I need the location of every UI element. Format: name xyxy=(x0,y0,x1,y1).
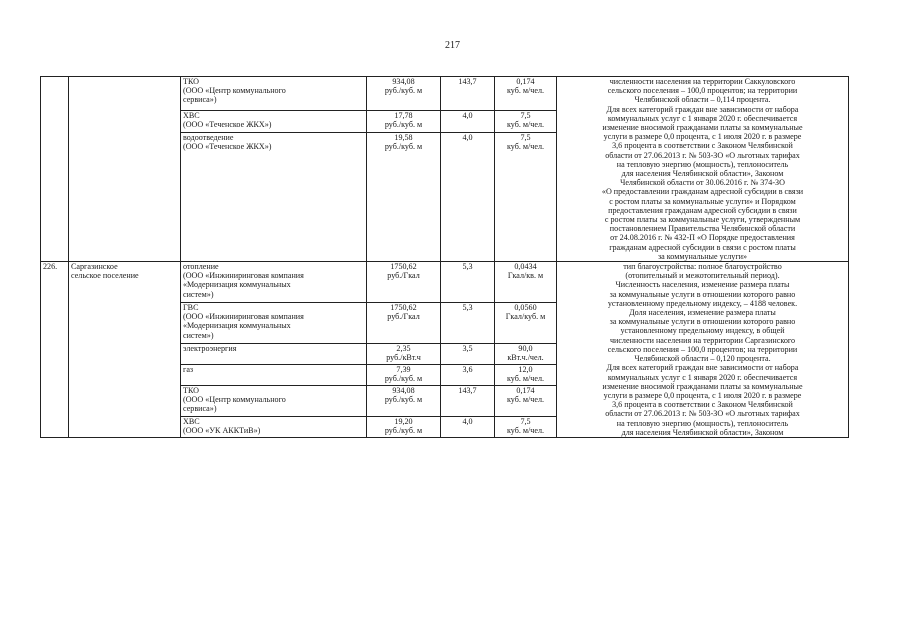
tariff-line: 17,78 xyxy=(394,110,413,120)
tariff-cell xyxy=(367,302,441,343)
settlement-cell xyxy=(69,262,181,438)
table-row xyxy=(41,77,849,111)
note-cell xyxy=(557,77,849,262)
note-line: сельского поселения – 100,0 процентов; на территории xyxy=(607,344,798,354)
norm-line: Гкал/кв. м xyxy=(507,271,544,281)
tariff-line: руб./куб. м xyxy=(384,395,423,405)
tariff-line: руб./Гкал xyxy=(387,312,420,322)
service-line: (ООО «Инжиниринговая компания xyxy=(183,312,304,322)
norm-line: 7,5 xyxy=(520,133,531,143)
note-line: коммунальных услуг с 1 января 2020 г. обеспечивается xyxy=(607,113,798,123)
norm-line: куб. м/чел. xyxy=(506,426,545,436)
service-line: газ xyxy=(183,364,194,374)
service-line: (ООО «Инжиниринговая компания xyxy=(183,271,304,281)
tariff-cell xyxy=(367,110,441,133)
note-line: гражданам адресной субсидии в связи с ростом платы xyxy=(609,242,796,252)
percent-value: 3,5 xyxy=(462,343,473,353)
service-cell xyxy=(181,77,367,111)
service-line: ХВС xyxy=(183,110,200,120)
percent-cell xyxy=(441,385,495,416)
percent-cell xyxy=(441,302,495,343)
service-cell xyxy=(181,110,367,133)
service-cell xyxy=(181,416,367,437)
tariff-line: 1750,62 xyxy=(390,302,417,312)
service-line: ХВС xyxy=(183,416,200,426)
tariff-line: 19,58 xyxy=(394,133,413,143)
page-number: 217 xyxy=(445,40,460,51)
service-cell xyxy=(181,343,367,364)
norm-cell xyxy=(495,343,557,364)
percent-value: 5,3 xyxy=(462,302,473,312)
service-cell xyxy=(181,133,367,262)
percent-value: 3,6 xyxy=(462,364,473,374)
service-line: систем») xyxy=(183,330,214,340)
tariff-cell xyxy=(367,416,441,437)
note-line: для населения Челябинской области», Законом xyxy=(621,169,784,179)
note-line: установленному предельному индексу, в общей xyxy=(620,326,785,336)
note-line: изменение вносимой гражданами платы за коммунальные xyxy=(602,123,803,133)
percent-value: 4,0 xyxy=(462,110,473,120)
service-line: сервиса») xyxy=(183,95,217,105)
service-line: отопление xyxy=(183,262,219,272)
tariff-line: руб./кВт.ч xyxy=(386,353,421,363)
tariff-line: руб./куб. м xyxy=(384,426,423,436)
service-line: ТКО xyxy=(183,385,199,395)
norm-line: 12,0 xyxy=(518,364,533,374)
service-line: сервиса») xyxy=(183,404,217,414)
table-row xyxy=(41,262,849,303)
note-line: на тепловую энергию (мощность), теплоноситель xyxy=(616,418,789,428)
note-line: за коммунальные услуги» xyxy=(657,251,748,261)
norm-line: 0,0560 xyxy=(514,302,537,312)
tariff-line: руб./куб. м xyxy=(384,119,423,129)
service-cell xyxy=(181,262,367,303)
norm-line: куб. м/чел. xyxy=(506,142,545,152)
note-line: «О предоставлении гражданам адресной субсидии в связи xyxy=(601,187,804,197)
norm-cell xyxy=(495,416,557,437)
tariff-line: руб./Гкал xyxy=(387,271,420,281)
percent-cell xyxy=(441,262,495,303)
norm-cell xyxy=(495,110,557,133)
note-line: области от 27.06.2013 г. № 503-ЗО «О льготных тарифах xyxy=(605,150,800,160)
service-line: (ООО «Центр коммунального xyxy=(183,395,286,405)
percent-cell xyxy=(441,133,495,262)
note-line: Челябинской области – 0,120 процента. xyxy=(634,354,771,364)
settlement-name-line: Саргазинское xyxy=(71,262,118,272)
norm-line: куб. м/чел. xyxy=(506,86,545,96)
tariff-cell xyxy=(367,77,441,111)
note-line: сельского поселения – 100,0 процентов; на территории xyxy=(607,86,798,96)
note-line: с ростом платы за коммунальные услуги, утвержденным xyxy=(604,215,801,225)
tariff-cell xyxy=(367,262,441,303)
note-line: за коммунальные услуги в отношении которого равно xyxy=(609,317,796,327)
tariff-cell xyxy=(367,343,441,364)
note-line: Численность населения, изменение размера платы xyxy=(615,280,790,290)
tariff-cell xyxy=(367,385,441,416)
percent-value: 5,3 xyxy=(462,262,473,272)
note-line: Доля населения, изменение размера платы xyxy=(629,308,776,318)
note-line: 3,6 процента в соответствии с Законом Челябинской xyxy=(612,141,793,151)
norm-line: куб. м/чел. xyxy=(506,395,545,405)
row-number-cell xyxy=(41,262,69,438)
service-line: систем») xyxy=(183,289,214,299)
tariff-line: 934,08 xyxy=(392,385,415,395)
tariff-table xyxy=(40,76,849,438)
note-line: изменение вносимой гражданами платы за коммунальные xyxy=(602,381,803,391)
norm-line: Гкал/куб. м xyxy=(505,312,546,322)
norm-cell xyxy=(495,133,557,262)
service-line: (ООО «Центр коммунального xyxy=(183,86,286,96)
percent-value: 143,7 xyxy=(458,77,477,86)
tariff-line: 19,20 xyxy=(394,416,413,426)
norm-line: 7,5 xyxy=(520,110,531,120)
tariff-line: руб./куб. м xyxy=(384,374,423,384)
tariff-cell xyxy=(367,133,441,262)
percent-value: 143,7 xyxy=(458,385,477,395)
norm-cell xyxy=(495,364,557,385)
settlement-name-line: сельское поселение xyxy=(71,271,139,281)
note-line: установленному предельному индексу, – 4188 человек. xyxy=(607,298,798,308)
service-line: ТКО xyxy=(183,77,199,86)
note-line: на тепловую энергию (мощность), теплоноситель xyxy=(616,159,789,169)
percent-cell xyxy=(441,416,495,437)
note-line: постановлением Правительства Челябинской области xyxy=(609,224,796,234)
note-line: услуги в размере 0,0 процента, с 1 июля 2020 г. в размере xyxy=(603,132,802,142)
norm-cell xyxy=(495,77,557,111)
settlement-cell xyxy=(69,77,181,262)
note-line: с ростом платы за коммунальные услуги» и Порядком xyxy=(609,196,796,206)
service-line: электроэнергия xyxy=(183,343,237,353)
service-line: ГВС xyxy=(183,302,199,312)
note-line: тип благоустройства: полное благоустройство xyxy=(623,262,782,272)
service-line: (ООО «Теченское ЖКХ») xyxy=(183,119,272,129)
tariff-line: 2,35 xyxy=(396,343,411,353)
service-cell xyxy=(181,364,367,385)
note-line: численности населения на территории Саккуловского xyxy=(609,77,796,86)
percent-cell xyxy=(441,110,495,133)
service-line: водоотведение xyxy=(183,133,234,143)
percent-value: 4,0 xyxy=(462,416,473,426)
tariff-line: 7,39 xyxy=(396,364,411,374)
row-number-cell xyxy=(41,77,69,262)
tariff-line: руб./куб. м xyxy=(384,86,423,96)
tariff-line: 1750,62 xyxy=(390,262,417,272)
norm-cell xyxy=(495,302,557,343)
note-line: услуги в размере 0,0 процента, с 1 июля 2020 г. в размере xyxy=(603,390,802,400)
note-line: от 24.08.2016 г. № 432-П «О Порядке предоставления xyxy=(610,233,795,243)
service-line: «Модернизация коммунальных xyxy=(183,321,291,331)
norm-line: куб. м/чел. xyxy=(506,374,545,384)
percent-cell xyxy=(441,343,495,364)
norm-line: 7,5 xyxy=(520,416,531,426)
note-line: 3,6 процента в соответствии с Законом Челябинской xyxy=(612,400,793,410)
row-number: 226. xyxy=(43,262,58,272)
note-line: Челябинской области от 30.06.2016 г. № 374-ЗО xyxy=(620,178,785,188)
note-line: Челябинской области – 0,114 процента. xyxy=(634,95,771,105)
note-line: численности населения на территории Саргазинского xyxy=(609,335,796,345)
service-cell xyxy=(181,302,367,343)
norm-line: 0,174 xyxy=(516,77,535,86)
note-cell xyxy=(557,262,849,438)
tariff-line: 934,08 xyxy=(392,77,415,86)
service-line: (ООО «Теченское ЖКХ») xyxy=(183,142,272,152)
note-line: Для всех категорий граждан вне зависимости от набора xyxy=(606,104,799,114)
note-line: коммунальных услуг с 1 января 2020 г. обеспечивается xyxy=(607,372,798,382)
norm-cell xyxy=(495,262,557,303)
note-line: области от 27.06.2013 г. № 503-ЗО «О льготных тарифах xyxy=(605,409,800,419)
service-line: «Модернизация коммунальных xyxy=(183,280,291,290)
note-line: (отопительный и межотопительный период). xyxy=(625,271,780,281)
norm-line: 90,0 xyxy=(518,343,533,353)
percent-cell xyxy=(441,77,495,111)
tariff-cell xyxy=(367,364,441,385)
norm-cell xyxy=(495,385,557,416)
tariff-line: руб./куб. м xyxy=(384,142,423,152)
norm-line: 0,174 xyxy=(516,385,535,395)
note-line: Для всех категорий граждан вне зависимости от набора xyxy=(606,363,799,373)
norm-line: 0,0434 xyxy=(514,262,537,272)
note-line: предоставления гражданам адресной субсидии в связи xyxy=(608,205,797,215)
note-line: за коммунальные услуги в отношении которого равно xyxy=(609,289,796,299)
note-line: для населения Челябинской области», Законом xyxy=(621,427,784,437)
service-line: (ООО «УК АККТиВ») xyxy=(183,426,261,436)
service-cell xyxy=(181,385,367,416)
percent-cell xyxy=(441,364,495,385)
norm-line: кВт.ч./чел. xyxy=(507,353,544,363)
norm-line: куб. м/чел. xyxy=(506,119,545,129)
percent-value: 4,0 xyxy=(462,133,473,143)
